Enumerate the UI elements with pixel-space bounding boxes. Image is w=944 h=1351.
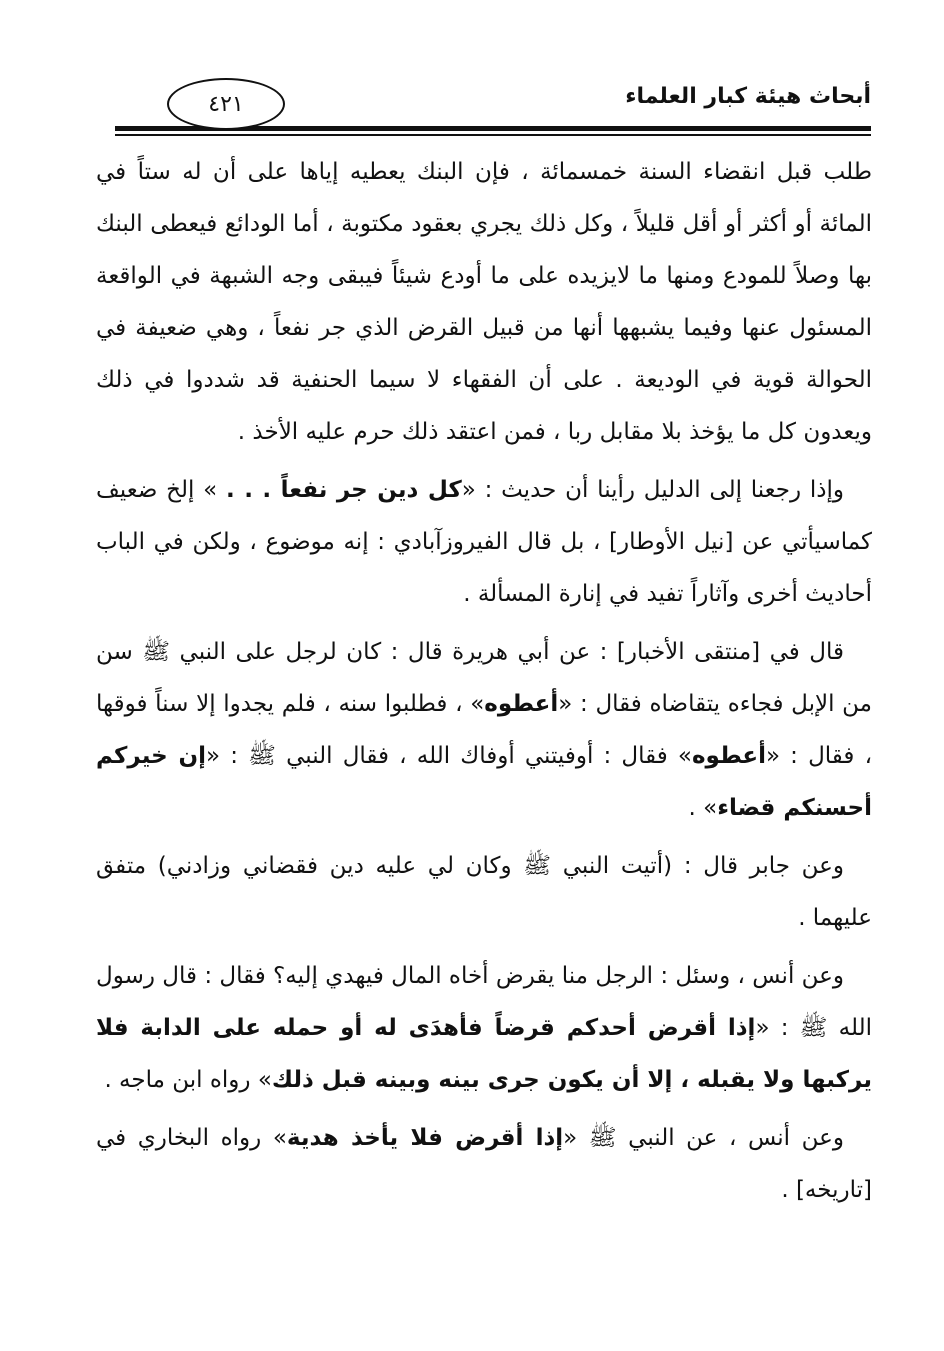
paragraph-text: » . — [688, 795, 718, 821]
paragraph-text: » إلخ ضعيف كماسيأتي عن [نيل الأوطار] ، بل قال الفيروزآبادي : إنه موضوع ، ولكن في الباب أحاديث أخرى وآثاراً تفيد في إنارة المسألة . — [96, 477, 872, 607]
hadith-quote: إذا أقرض أحدكم قرضاً فأهدَى له أو حمله على الدابة فلا يركبها ولا يقبله ، إلا أن يكون جرى بينه وبينه قبل ذلك — [96, 1015, 872, 1093]
paragraph-text: » ، فطلبوا سنه ، فلم يجدوا إلا سناً فوقها ، فقال : « — [96, 691, 872, 769]
hadith-quote: إذا أقرض فلا يأخذ هدية — [286, 1125, 564, 1151]
paragraph-text: » رواه البخاري في [تاريخه] . — [96, 1125, 872, 1203]
running-title: أبحاث هيئة كبار العلماء — [625, 84, 871, 109]
paragraph — [96, 626, 872, 834]
paragraph-text: » فقال : أوفيتني أوفاك الله ، فقال النبي ﷺ : « — [206, 743, 692, 769]
page-number: ٤٢١ — [167, 78, 285, 130]
body-text — [96, 146, 872, 1216]
paragraph — [96, 1112, 872, 1216]
paragraph-text: وإذا رجعنا إلى الدليل رأينا أن حديث : « — [461, 477, 844, 503]
paragraph-text: وعن أنس ، عن النبي ﷺ « — [563, 1125, 844, 1151]
paragraph-text: قال في [منتقى الأخبار] : عن أبي هريرة قال : كان لرجل على النبي ﷺ سن من الإبل فجاءه يتقاضاه فقال : « — [96, 639, 872, 717]
hadith-quote: أعطوه — [484, 691, 559, 717]
hadith-quote: كل دين جر نفعاً . . . — [226, 477, 462, 503]
page-header — [115, 78, 871, 138]
header-rule-thin — [115, 134, 871, 136]
paragraph — [96, 146, 872, 458]
paragraph-text: » رواه ابن ماجه . — [104, 1067, 272, 1093]
paragraph — [96, 464, 872, 620]
paragraph-text: وعن أنس ، وسئل : الرجل منا يقرض أخاه المال فيهدي إليه؟ فقال : قال رسول الله ﷺ : « — [96, 963, 872, 1041]
paragraph — [96, 840, 872, 944]
paragraph — [96, 950, 872, 1106]
paragraph-text: وعن جابر قال : (أتيت النبي ﷺ وكان لي عليه دين فقضاني وزادني) متفق عليهما . — [96, 853, 872, 931]
hadith-quote: إن خيركم أحسنكم قضاء — [96, 743, 872, 821]
paragraph-text: طلب قبل انقضاء السنة خمسمائة ، فإن البنك يعطيه إياها على أن له ستاً في المائة أو أكثر أو أقل قليلاً ، وكل ذلك يجري بعقود مكتوبة ، أما الودائع فيعطى البنك بها وصلاً للمودع ومنها ما لايزيده على ما أودع شيئاً فيبقى وجه الشبهة في الواقعة المسئول عنها وفيما يشبهها أنها من قبيل القرض الذي جر نفعاً ، وهي ضعيفة في الحوالة قوية في الوديعة . على أن الفقهاء لا سيما الحنفية قد شددوا في ذلك ويعدون كل ما يؤخذ بلا مقابل ربا ، فمن اعتقد ذلك حرم عليه الأخذ . — [96, 159, 872, 445]
hadith-quote: أعطوه — [691, 743, 766, 769]
